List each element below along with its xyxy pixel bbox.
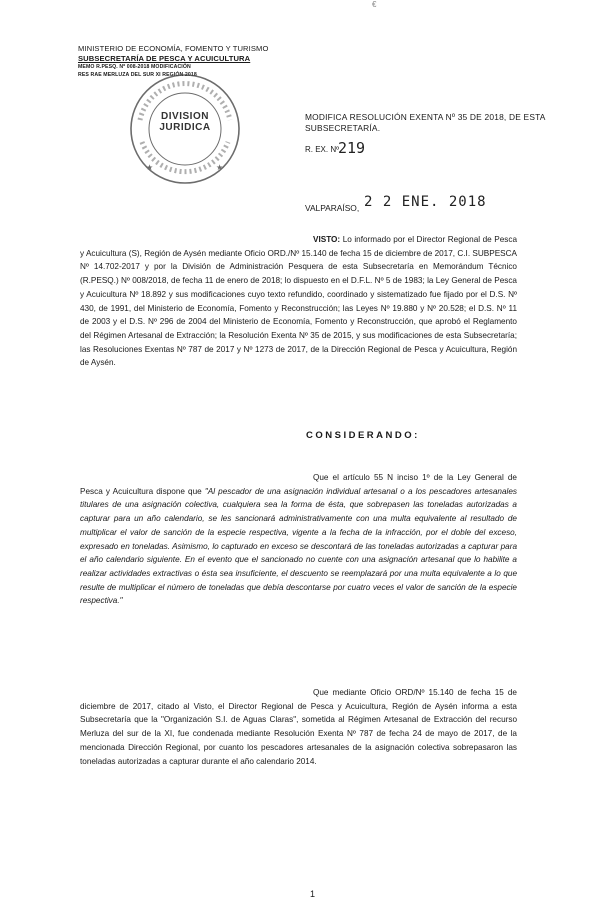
considerando-paragraph-2 [80, 686, 517, 768]
visto-paragraph [80, 233, 517, 370]
considerando-title: CONSIDERANDO: [306, 430, 420, 441]
resolution-label: R. EX. Nº [305, 145, 340, 154]
top-mark: € [372, 0, 377, 9]
subsecretaria-name: SUBSECRETARÍA DE PESCA Y ACUICULTURA [78, 54, 251, 63]
considerando-1-intro: Que el artículo 55 N inciso 1º de la Ley General de Pesca y Acuicultura dispone que [80, 473, 517, 496]
svg-text:★: ★ [146, 163, 154, 172]
ministry-name: MINISTERIO DE ECONOMÍA, FOMENTO Y TURISMO [78, 44, 269, 53]
memo-reference-1: MEMO R.PESQ. Nº 008-2018 MODIFICACIÓN [78, 64, 191, 70]
resolution-subject: MODIFICA RESOLUCIÓN EXENTA Nº 35 DE 2018, DE ESTA SUBSECRETARÍA. [305, 112, 546, 133]
stamp-label [150, 111, 220, 133]
resolution-number: 219 [338, 139, 366, 157]
visto-text: Lo informado por el Director Regional de Pesca y Acuicultura (S), Región de Aysén mediante Oficio ORD./Nº 15.140 de fecha 15 de diciembre de 2017, C.I. SUBPESCA Nº 14.702-2017 y por la División de Administración Pesquera de esta Subsecretaría en Memorándum Técnico (R.PESQ.) Nº 008/2018, de fecha 11 de enero de 2018; lo dispuesto en el D.F.L. Nº 5 de 1983; la Ley General de Pesca y Acuicultura Nº 18.892 y sus modificaciones cuyo texto refundido, coordinado y sistematizado fue fijado por el D.S. Nº 430, de 1991, del Ministerio de Economía, Fomento y Reconstrucción; las Leyes Nº 19.880 y Nº 20.528; el D.S. Nº 11 de 2003 y el D.S. Nº 296 de 2004 del Ministerio de Economía, Fomento y Reconstrucción, que aprobó el Reglamento del Régimen Artesanal de Extracción; la Resolución Exenta Nº 35 de 2015, y sus modificaciones de esta Subsecretaría; las Resoluciones Exentas Nº 787 de 2017 y Nº 1273 de 2017, de la Dirección Regional de Pesca y Acuicultura, Región de Aysén. [80, 235, 517, 368]
considerando-2-text: Que mediante Oficio ORD/Nº 15.140 de fecha 15 de diciembre de 2017, citado al Visto, el Director Regional de Pesca y Acuicultura, Región de Aysén informa a esta Subsecretaría que la "Organización S.I. de Aguas Claras", sometida al Régimen Artesanal de Extracción del recurso Merluza del sur de la XI, fue condenada mediante Resolución Exenta Nº 787 de fecha 24 de mayo de 2017, de la mencionada Dirección Regional, por cuanto los pescadores artesanales de la asignación colectiva sobrepasaron las toneladas autorizadas a capturar durante el año calendario 2014. [80, 688, 517, 766]
stamp-line-1: DIVISION [161, 111, 209, 122]
memo-reference-2: RES RAE MERLUZA DEL SUR XI REGIÓN 2018 [78, 71, 197, 78]
svg-text:★: ★ [216, 163, 224, 172]
visto-label: VISTO: [313, 235, 341, 244]
stamp-line-2: JURIDICA [159, 122, 211, 133]
place-label: VALPARAÍSO, [305, 203, 360, 213]
considerando-1-quote: "Al pescador de una asignación individual artesanal o a los pescadores artesanales titulares de una asignación colectiva, cualquiera sea la forma de ésta, que sobrepasen las toneladas autorizadas a capturar para un año calendario, se les sancionará administrativamente con una multa equivalente al resultado de multiplicar el valor de sanción de la especie respectiva, vigente a la fecha de la infracción, por el doble del exceso, expresado en toneladas. Asimismo, lo capturado en exceso se descontará de las toneladas autorizadas a capturar para el año calendario siguiente. En el evento que el sancionado no cuente con una asignación artesanal que lo habilite a realizar actividades extractivas o ésta sea insuficiente, el descuento se reemplazará por una multa equivalente a lo que resulte de multiplicar el número de toneladas que debía descontarse por cuatro veces el valor de sanción de la especie respectiva." [80, 486, 517, 606]
considerando-paragraph-1 [80, 471, 517, 608]
page-number: 1 [310, 889, 316, 899]
resolution-date: 2 2 ENE. 2018 [364, 194, 487, 210]
